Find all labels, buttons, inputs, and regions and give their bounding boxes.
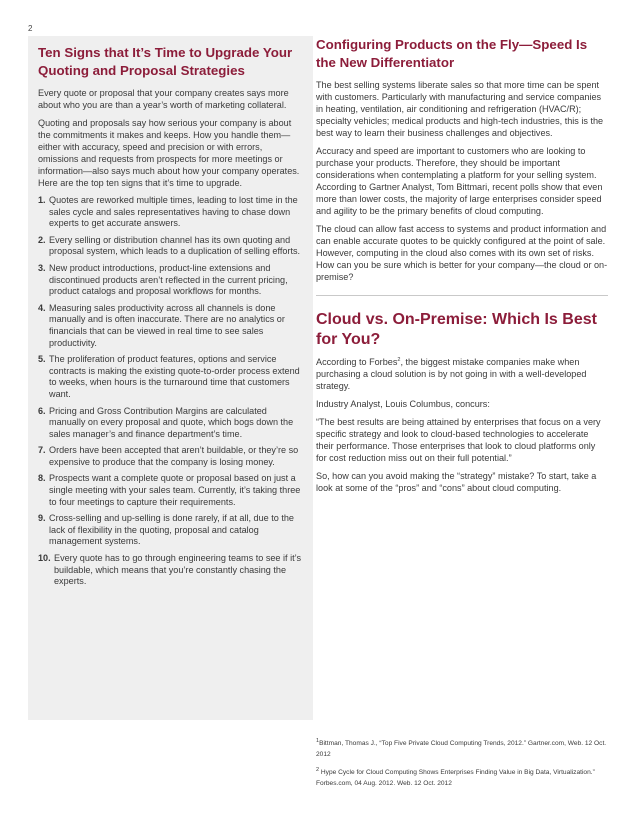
sign-item: 7. Orders have been accepted that aren’t buildable, or they’re so expensive to produce that the company is losing money. xyxy=(38,445,299,467)
sign-item: 10. Every quote has to go through engineering teams to see if it’s buildable, which means that you’re constantly chasing the experts. xyxy=(38,553,302,587)
sign-item: 8. Prospects want a complete quote or proposal based on just a single meeting with your sales team. Currently, it’s taking three to four meetings to capture their requirements. xyxy=(38,473,301,507)
sign-item: 3. New product introductions, product-line extensions and discontinued products aren’t reflected in the current pricing, product catalogs and proposal workflows for months. xyxy=(38,262,288,297)
forbes-paragraph: According to Forbes$^2$, the biggest mistake companies make when purchasing a cloud solution is by not going in with a well-developed strategy. xyxy=(316,356,587,391)
sign-item: 4. Measuring sales productivity across all channels is done manually and is often inaccurate. There are no analytics or financials that can be viewed in real time to see sales productivity. xyxy=(38,302,285,348)
ten-signs-list xyxy=(38,195,303,588)
sign-item: 1. Quotes are reworked multiple times, leading to lost time in the sales cycle and sales representatives having to chase down experts to get accurate answers. xyxy=(38,195,298,229)
strategy-paragraph: So, how can you avoid making the “strategy” mistake? To start, take a look at some of the “pros” and “cons” about cloud computing. xyxy=(316,471,597,493)
configuring-paragraph-3: The cloud can allow fast access to systems and product information and can enable accurate quotes to be quickly configured at the point of sale. However, computing in the cloud also comes with its own set of risks. How can you be sure which is better for your company—the cloud or on-premise? xyxy=(316,224,608,282)
main-column xyxy=(316,36,608,500)
section-divider xyxy=(316,295,608,296)
footnotes xyxy=(316,738,608,796)
sign-item: 6. Pricing and Gross Contribution Margins are calculated manually on every proposal and quote, which bogs down the sales manager’s and finance department’s time. xyxy=(38,405,294,439)
ten-signs-intro-2: Quoting and proposals say how serious your company is about the commitments it makes and keeps. How you handle them—either with accuracy, speed and precision or with errors, omissions and requests from prospects for more meetings or information—also says much about how your company operates. Here are the top ten signs that it’s time to upgrade. xyxy=(38,118,300,188)
footnote-1: $^1$Bittman, Thomas J., “Top Five Private Cloud Computing Trends, 2012.” Gartner.com, Web. 12 Oct. 2012 xyxy=(316,737,607,758)
sign-item: 9. Cross-selling and up-selling is done rarely, if at all, due to the lack of flexibility in the quoting, proposal and catalog management systems. xyxy=(38,513,294,547)
ten-signs-title: Ten Signs that It’s Time to Upgrade Your Quoting and Proposal Strategies xyxy=(38,45,293,78)
configuring-title: Configuring Products on the Fly—Speed Is the New Differentiator xyxy=(316,37,588,70)
page-number: 2 xyxy=(28,24,33,33)
quote-paragraph: “The best results are being attained by enterprises that focus on a very specific strategy and look to cloud-based technologies to accelerate their performance. Those enterprises that look to cloud platforms only for cost reduction miss out on their full potential.” xyxy=(316,417,601,463)
sign-item: 2. Every selling or distribution channel has its own quoting and proposal system, which leads to a duplication of selling efforts. xyxy=(38,234,301,257)
analyst-paragraph: Industry Analyst, Louis Columbus, concurs: xyxy=(316,399,490,409)
ten-signs-sidebar xyxy=(28,36,313,720)
ten-signs-intro-1: Every quote or proposal that your company creates says more about who you are than a year’s worth of marketing collateral. xyxy=(38,88,289,110)
configuring-paragraph-1: The best selling systems liberate sales so that more time can be spent with customers. Particularly with manufacturing and service companies in heating, ventilation, air conditioning and refrigeration (HVAC/R); specialty vehicles; medical products and high-tech industries, this is the best way to learn their business challenges and objectives. xyxy=(316,80,604,138)
configuring-paragraph-2: Accuracy and speed are important to customers who are looking to purchase your products. Therefore, they should be important considerations when contemplating a platform for your selling system. According to Gartner Analyst, Tom Bittmari, recent polls show that even more than lower costs, the majority of large enterprises consider speed and agility to be the primary benefits of cloud computing. xyxy=(316,146,603,216)
sign-item: 5. The proliferation of product features, options and service contracts is making the existing quote-to-order process extend to weeks, when hours is the turnaround time that customers want. xyxy=(38,354,300,399)
cloud-vs-premise-title: Cloud vs. On-Premise: Which Is Best for You? xyxy=(316,311,597,348)
footnote-2: $^2$ Hype Cycle for Cloud Computing Shows Enterprises Finding Value in Big Data, Virtualization.” Forbes.com, 04 Aug. 2012. Web. 12 Oct. 2012 xyxy=(316,766,595,787)
